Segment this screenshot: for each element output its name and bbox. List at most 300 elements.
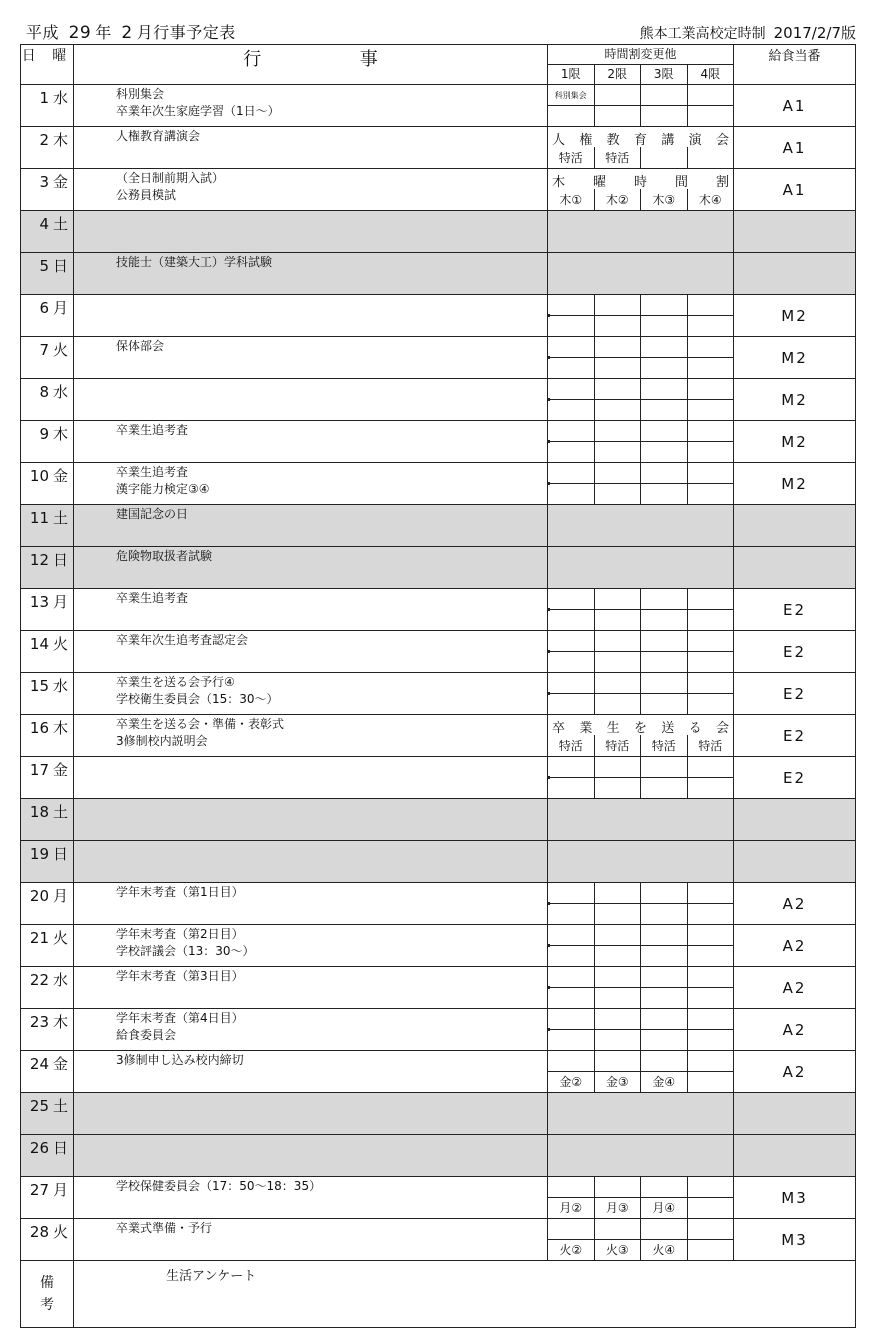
lunch-duty-cell: A2	[734, 883, 856, 925]
schedule-row	[21, 169, 856, 211]
period-1-cell	[548, 925, 595, 967]
day-number: 12	[29, 551, 49, 569]
event-cell	[74, 757, 548, 799]
period-divider	[548, 105, 594, 106]
weekday: 日	[53, 1139, 69, 1157]
event-cell	[74, 295, 548, 337]
period-3-value: 火④	[652, 1243, 676, 1257]
schedule-row	[21, 253, 856, 295]
period-2-cell	[594, 337, 641, 379]
period-splits	[548, 189, 733, 210]
period-2-value: 火③	[605, 1243, 629, 1257]
period-divider	[688, 693, 734, 694]
merged-char: 業	[579, 721, 593, 736]
day-cell	[21, 1135, 74, 1177]
period-3-cell	[641, 925, 688, 967]
timetable-empty-cell	[548, 841, 734, 883]
schedule-row	[21, 841, 856, 883]
schedule-row	[21, 463, 856, 505]
day-number: 3	[39, 173, 49, 191]
period-divider	[688, 945, 734, 946]
event-cell	[74, 337, 548, 379]
event-cell	[74, 253, 548, 295]
day-number: 21	[29, 929, 49, 947]
period-3-cell	[641, 757, 688, 799]
lunch-duty-cell	[734, 505, 856, 547]
period-4-cell	[687, 589, 734, 631]
schedule-row	[21, 211, 856, 253]
period-1-cell	[548, 421, 595, 463]
lunch-duty-cell	[734, 799, 856, 841]
merged-char: 教	[606, 133, 620, 148]
timetable-merged-cell	[548, 715, 734, 757]
period-divider	[688, 777, 734, 778]
notes-row	[21, 1261, 856, 1328]
header-period-3: 3限	[641, 65, 688, 85]
schedule-row	[21, 85, 856, 127]
day-number: 4	[39, 215, 49, 233]
period-divider	[641, 1071, 687, 1072]
period-1-cell	[548, 1051, 595, 1093]
period-divider	[688, 105, 734, 106]
period-divider	[595, 609, 641, 610]
day-number: 25	[29, 1097, 49, 1115]
period-1-cell	[548, 379, 595, 421]
day-cell	[21, 589, 74, 631]
lunch-duty-cell: M2	[734, 421, 856, 463]
weekday: 月	[53, 887, 69, 905]
notes-label-b: 考	[40, 1297, 54, 1313]
day-number: 16	[29, 719, 49, 737]
period-1-cell	[548, 883, 595, 925]
period-1-cell	[548, 589, 595, 631]
merged-char: 曜	[593, 175, 607, 190]
period-1-value: 月②	[559, 1201, 583, 1215]
event-cell	[74, 211, 548, 253]
header-timetable-change: 時間割変更他	[548, 45, 734, 65]
event-cell	[74, 1177, 548, 1219]
day-number: 6	[39, 299, 49, 317]
period-1-cell	[548, 1177, 595, 1219]
period-divider	[688, 651, 734, 652]
period-divider	[595, 945, 641, 946]
period-4-cell	[687, 463, 734, 505]
period-divider	[548, 651, 594, 652]
day-number: 10	[29, 467, 49, 485]
merged-char: 木	[552, 175, 566, 190]
day-number: 17	[29, 761, 49, 779]
header-event	[74, 45, 548, 85]
period-divider	[641, 315, 687, 316]
weekday: 火	[53, 635, 69, 653]
schedule-row	[21, 1051, 856, 1093]
lunch-duty-cell: M2	[734, 337, 856, 379]
header-event-b: 事	[359, 49, 378, 70]
weekday: 日	[53, 257, 69, 275]
period-3-cell	[641, 589, 688, 631]
merged-char: 割	[716, 175, 730, 190]
period-1-cell	[548, 1219, 595, 1261]
day-number: 7	[39, 341, 49, 359]
event-line-2: 学校衛生委員会（15：30～）	[116, 692, 279, 706]
period-divider	[641, 105, 687, 106]
event-line-1: 学年末考査（第4日目）	[116, 1011, 244, 1025]
period-divider	[595, 903, 641, 904]
period-3-cell	[641, 1009, 688, 1051]
cell-mark	[548, 1028, 550, 1031]
day-number: 24	[29, 1055, 49, 1073]
lunch-duty-cell: E2	[734, 589, 856, 631]
timetable-empty-cell	[548, 1093, 734, 1135]
document-title	[26, 20, 236, 43]
merged-label	[548, 129, 733, 148]
lunch-duty-cell: E2	[734, 715, 856, 757]
event-cell	[74, 967, 548, 1009]
header-day: 日 曜	[21, 45, 74, 85]
event-line-1: 卒業年次生追考査認定会	[116, 633, 249, 647]
period-1-value: 火②	[559, 1243, 583, 1257]
period-divider	[548, 903, 594, 904]
day-cell	[21, 211, 74, 253]
schedule-row	[21, 967, 856, 1009]
day-cell	[21, 673, 74, 715]
period-3-cell	[641, 967, 688, 1009]
day-number: 13	[29, 593, 49, 611]
period-divider	[688, 399, 734, 400]
period-divider	[548, 1197, 594, 1198]
period-1-cell	[548, 337, 595, 379]
period-divider	[688, 1071, 734, 1072]
weekday: 火	[53, 341, 69, 359]
period-4-cell	[687, 967, 734, 1009]
period-divider	[641, 483, 687, 484]
day-number: 15	[29, 677, 49, 695]
merged-char: 生	[606, 721, 620, 736]
event-line-2: 3修制申し込み校内締切	[116, 1053, 244, 1067]
period-divider	[595, 1029, 641, 1030]
schedule-row	[21, 925, 856, 967]
day-number: 27	[29, 1181, 49, 1199]
cell-mark	[548, 944, 550, 947]
event-cell	[74, 85, 548, 127]
event-line-1: 卒業生を送る会・準備・表彰式	[116, 717, 285, 731]
period-2-cell	[594, 463, 641, 505]
period-3-cell	[641, 673, 688, 715]
period-divider	[641, 777, 687, 778]
day-cell	[21, 883, 74, 925]
schedule-row	[21, 673, 856, 715]
event-line-1: 卒業生追考査	[116, 465, 189, 479]
period-1-cell	[548, 673, 595, 715]
period-2-value: 木②	[595, 189, 642, 210]
weekday: 水	[53, 971, 69, 989]
schedule-row	[21, 1135, 856, 1177]
period-divider	[548, 693, 594, 694]
schedule-row	[21, 1009, 856, 1051]
period-divider	[548, 987, 594, 988]
period-4-cell	[687, 1009, 734, 1051]
timetable-empty-cell	[548, 211, 734, 253]
period-divider	[641, 357, 687, 358]
event-line-1: 卒業生追考査	[116, 423, 189, 437]
schedule-row	[21, 883, 856, 925]
period-divider	[688, 1029, 734, 1030]
day-cell	[21, 1219, 74, 1261]
period-divider	[641, 399, 687, 400]
schedule-row	[21, 1219, 856, 1261]
period-splits	[548, 147, 733, 168]
period-4-cell	[687, 1177, 734, 1219]
period-2-cell	[594, 631, 641, 673]
day-cell	[21, 799, 74, 841]
day-cell	[21, 925, 74, 967]
timetable-empty-cell	[548, 547, 734, 589]
event-line-2: 3修制校内説明会	[116, 734, 208, 748]
day-number: 19	[29, 845, 49, 863]
cell-mark	[548, 650, 550, 653]
day-cell	[21, 127, 74, 169]
period-divider	[548, 777, 594, 778]
lunch-duty-cell: M2	[734, 379, 856, 421]
day-cell	[21, 295, 74, 337]
merged-char: 演	[688, 133, 702, 148]
period-3-cell	[641, 295, 688, 337]
period-divider	[595, 777, 641, 778]
day-number: 20	[29, 887, 49, 905]
period-1-value: 特活	[548, 735, 595, 756]
day-cell	[21, 547, 74, 589]
day-number: 23	[29, 1013, 49, 1031]
school-info	[640, 22, 856, 43]
period-2-cell	[594, 1009, 641, 1051]
period-divider	[595, 1239, 641, 1240]
lunch-duty-cell	[734, 253, 856, 295]
event-line-1: 卒業式準備・予行	[116, 1221, 213, 1235]
cell-mark	[548, 398, 550, 401]
lunch-duty-cell: A2	[734, 967, 856, 1009]
merged-char: 卒	[552, 721, 566, 736]
lunch-duty-cell	[734, 211, 856, 253]
year-unit: 年	[95, 23, 112, 42]
header-lunch-duty: 給食当番	[734, 45, 856, 85]
event-line-1: 建国記念の日	[116, 507, 189, 521]
day-cell	[21, 757, 74, 799]
event-cell	[74, 1009, 548, 1051]
merged-char: 間	[675, 175, 689, 190]
schedule-row	[21, 505, 856, 547]
weekday: 日	[53, 845, 69, 863]
day-cell	[21, 1009, 74, 1051]
version-label: 2017/2/7版	[773, 24, 856, 42]
cell-mark	[548, 440, 550, 443]
period-divider	[688, 609, 734, 610]
weekday: 日	[53, 551, 69, 569]
schedule-row	[21, 1177, 856, 1219]
weekday: 金	[53, 761, 69, 779]
period-4-cell	[687, 883, 734, 925]
period-divider	[548, 441, 594, 442]
period-3-value: 月④	[652, 1201, 676, 1215]
lunch-duty-cell: E2	[734, 673, 856, 715]
schedule-row	[21, 127, 856, 169]
event-cell	[74, 547, 548, 589]
period-divider	[595, 357, 641, 358]
weekday: 金	[53, 1055, 69, 1073]
event-cell	[74, 379, 548, 421]
cell-mark	[548, 356, 550, 359]
period-1-value: 金②	[559, 1075, 583, 1089]
cell-mark	[548, 314, 550, 317]
day-cell	[21, 505, 74, 547]
period-4-cell	[687, 631, 734, 673]
weekday: 火	[53, 929, 69, 947]
period-2-cell	[594, 379, 641, 421]
merged-char: る	[688, 721, 702, 736]
period-divider	[641, 651, 687, 652]
day-cell	[21, 253, 74, 295]
header-period-1: 1限	[548, 65, 595, 85]
period-2-cell	[594, 673, 641, 715]
weekday: 月	[53, 593, 69, 611]
weekday: 水	[53, 677, 69, 695]
cell-mark	[548, 482, 550, 485]
event-cell	[74, 463, 548, 505]
day-cell	[21, 1177, 74, 1219]
period-divider	[548, 357, 594, 358]
period-divider	[641, 1197, 687, 1198]
period-divider	[548, 609, 594, 610]
period-divider	[548, 399, 594, 400]
merged-label	[548, 171, 733, 190]
year-value: 29	[68, 23, 92, 43]
event-line-2: 公務員模試	[116, 188, 177, 202]
period-divider	[548, 315, 594, 316]
period-divider	[548, 945, 594, 946]
month-value: 2	[121, 23, 133, 43]
period-3-cell	[641, 1051, 688, 1093]
merged-char: 権	[579, 133, 593, 148]
cell-mark	[548, 608, 550, 611]
period-1-cell	[548, 295, 595, 337]
event-line-2: 卒業年次生家庭学習（1日～）	[116, 104, 280, 118]
header-event-a: 行	[243, 49, 262, 70]
lunch-duty-cell	[734, 1135, 856, 1177]
event-cell	[74, 505, 548, 547]
schedule-row	[21, 757, 856, 799]
day-cell	[21, 715, 74, 757]
weekday: 土	[53, 509, 69, 527]
period-divider	[548, 1071, 594, 1072]
timetable-empty-cell	[548, 1135, 734, 1177]
day-cell	[21, 421, 74, 463]
schedule-row	[21, 631, 856, 673]
day-cell	[21, 463, 74, 505]
lunch-duty-cell: M3	[734, 1219, 856, 1261]
timetable-empty-cell	[548, 799, 734, 841]
era-label: 平成	[26, 23, 60, 42]
lunch-duty-cell: M2	[734, 295, 856, 337]
period-1-value: 特活	[548, 147, 595, 168]
schedule-row	[21, 589, 856, 631]
period-3-cell	[641, 1177, 688, 1219]
merged-char: 講	[661, 133, 675, 148]
event-cell	[74, 169, 548, 211]
schedule-row	[21, 715, 856, 757]
event-cell	[74, 925, 548, 967]
cell-mark	[548, 902, 550, 905]
period-3-cell	[641, 1219, 688, 1261]
period-divider	[548, 1239, 594, 1240]
event-line-1: 学校保健委員会（17：50～18：35）	[116, 1179, 322, 1193]
page-header	[26, 18, 856, 44]
period-3-cell	[641, 337, 688, 379]
event-line-1: 人権教育講演会	[116, 129, 201, 143]
merged-char: 送	[661, 721, 675, 736]
period-divider	[688, 1239, 734, 1240]
schedule-row	[21, 799, 856, 841]
event-cell	[74, 673, 548, 715]
event-line-2: 学校評議会（13：30～）	[116, 944, 255, 958]
period-divider	[595, 987, 641, 988]
weekday: 水	[53, 89, 69, 107]
lunch-duty-cell	[734, 1093, 856, 1135]
period-2-value: 特活	[595, 735, 642, 756]
day-number: 22	[29, 971, 49, 989]
timetable-empty-cell	[548, 253, 734, 295]
period-4-cell	[687, 379, 734, 421]
period-3-value: 特活	[641, 735, 688, 756]
weekday: 金	[53, 467, 69, 485]
merged-char: 人	[552, 133, 566, 148]
lunch-duty-cell: A2	[734, 1051, 856, 1093]
period-3-cell	[641, 379, 688, 421]
schedule-table	[20, 44, 856, 1328]
day-cell	[21, 1093, 74, 1135]
period-4-value: 木④	[698, 193, 722, 207]
period-1-value: 木①	[548, 189, 595, 210]
period-3-cell	[641, 85, 688, 127]
header-period-4: 4限	[687, 65, 734, 85]
period-3-cell	[641, 463, 688, 505]
weekday: 月	[53, 299, 69, 317]
period-divider	[595, 651, 641, 652]
schedule-row	[21, 337, 856, 379]
period-4-cell	[687, 673, 734, 715]
event-cell	[74, 883, 548, 925]
day-number: 5	[39, 257, 49, 275]
day-cell	[21, 841, 74, 883]
period-divider	[641, 945, 687, 946]
cell-mark	[548, 986, 550, 989]
weekday: 水	[53, 383, 69, 401]
lunch-duty-cell	[734, 547, 856, 589]
weekday: 土	[53, 215, 69, 233]
lunch-duty-cell: A2	[734, 1009, 856, 1051]
period-divider	[688, 903, 734, 904]
lunch-duty-cell: A1	[734, 127, 856, 169]
merged-char: 会	[715, 721, 729, 736]
period-2-cell	[594, 757, 641, 799]
schedule-row	[21, 295, 856, 337]
period-4-value	[688, 147, 734, 168]
event-cell	[74, 1093, 548, 1135]
day-cell	[21, 631, 74, 673]
cell-mark	[548, 692, 550, 695]
merged-char: 会	[715, 133, 729, 148]
event-line-2: 給食委員会	[116, 1028, 177, 1042]
period-4-cell	[687, 421, 734, 463]
event-line-2: 漢字能力検定③④	[116, 482, 210, 496]
